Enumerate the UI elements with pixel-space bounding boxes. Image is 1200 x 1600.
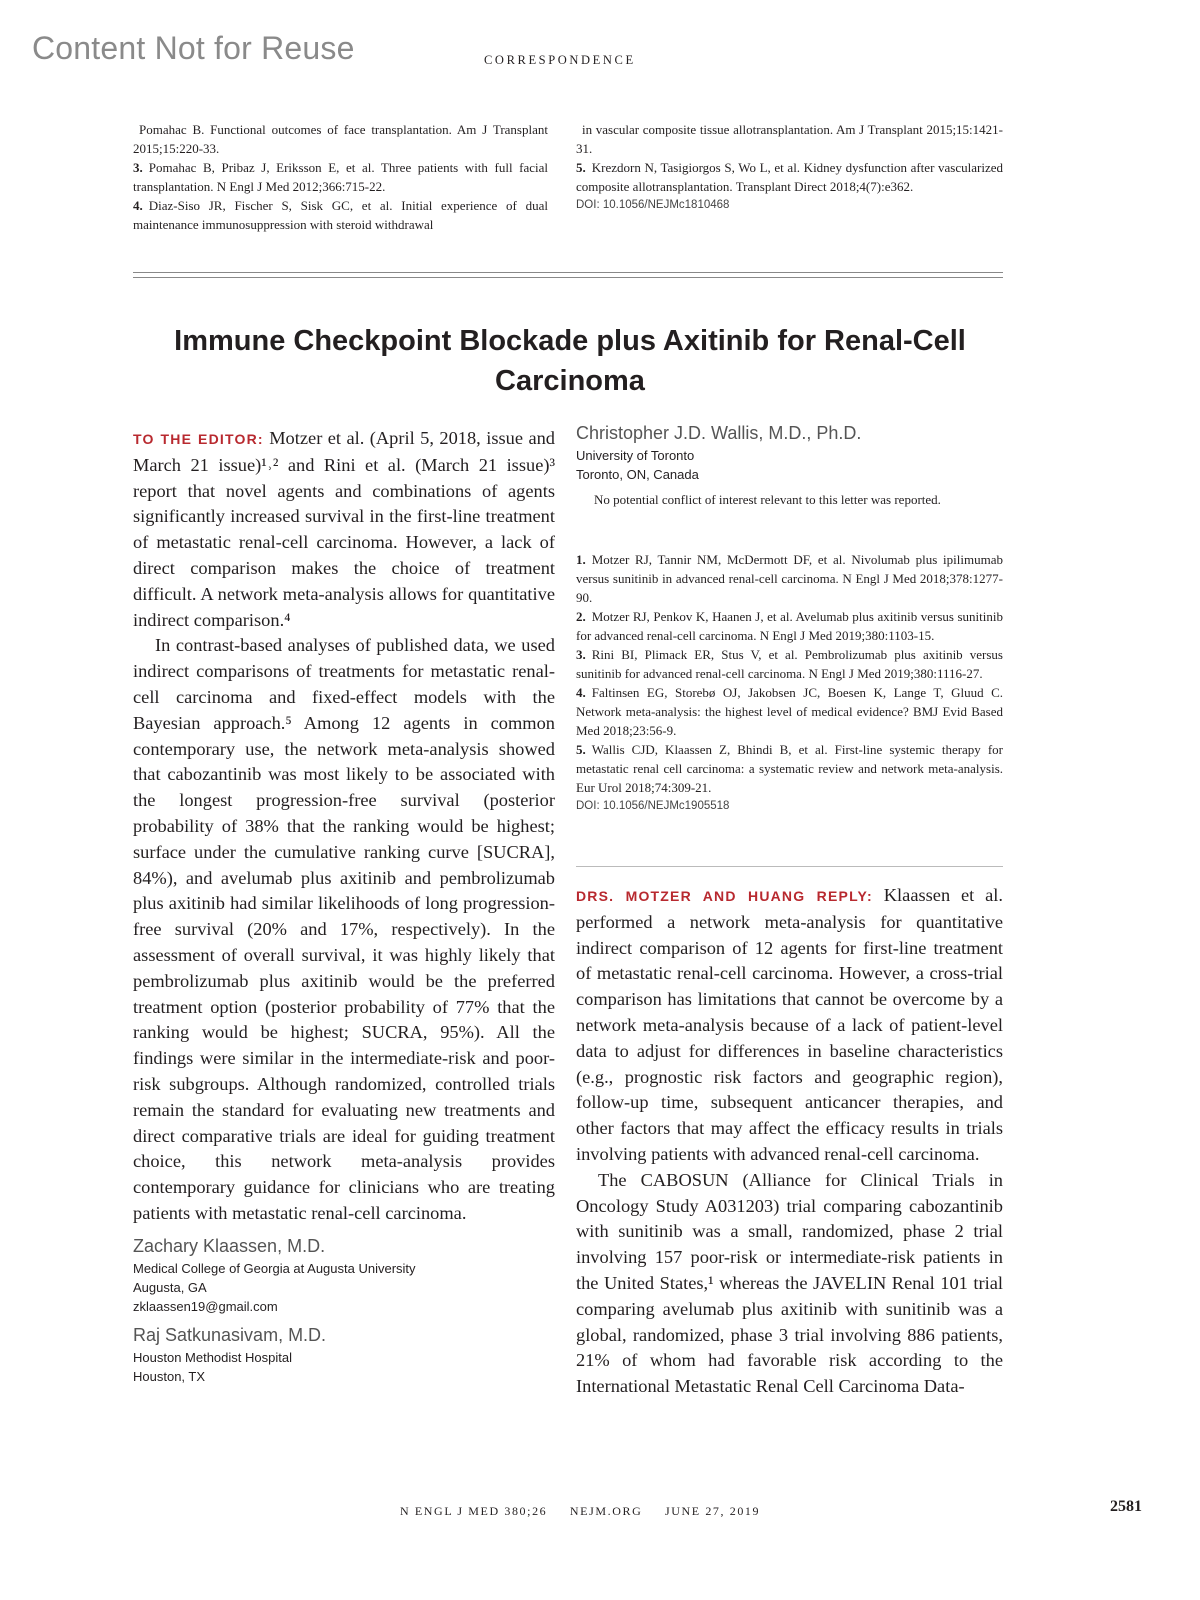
reference-item: 5. Krezdorn N, Tasigiorgos S, Wo L, et al. Kidney dysfunction after vascularized composite allotransplantation. Transplant Direct 2018;4(7):e362. bbox=[576, 160, 1003, 194]
author-affiliation: Houston Methodist Hospital bbox=[133, 1349, 292, 1365]
divider bbox=[133, 277, 1003, 278]
author-name: Zachary Klaassen, M.D. bbox=[133, 1235, 326, 1256]
author-location: Houston, TX bbox=[133, 1368, 206, 1384]
reply-paragraph: The CABOSUN (Alliance for Clinical Trials in Oncology Study A031203) trial comparing cabozantinib with sunitinib was a small, randomized, phase 2 trial involving 157 poor-risk or intermediate-risk patients in the United States,¹ whereas the JAVELIN Renal 101 trial comparing avelumab plus axitinib with sunitinib was a global, randomized, phase 3 trial involving 886 patients, 21% of whom had favorable risk according to the International Metastatic Renal Cell Carcinoma Data- bbox=[576, 1169, 1003, 1397]
author-block-right bbox=[576, 420, 1003, 509]
author-location: Toronto, ON, Canada bbox=[576, 467, 699, 482]
author-email: zklaassen19@gmail.com bbox=[133, 1298, 278, 1314]
divider bbox=[133, 272, 1003, 273]
page-number: 2581 bbox=[1110, 1498, 1142, 1515]
footer-date: JUNE 27, 2019 bbox=[665, 1504, 761, 1518]
footer-site: NEJM.ORG bbox=[569, 1504, 643, 1518]
reference-item: 4. Diaz-Siso JR, Fischer S, Sisk GC, et al. Initial experience of dual maintenance immunosuppression with steroid withdrawal bbox=[133, 198, 548, 232]
conflict-statement: No potential conflict of interest relevant to this letter was reported. bbox=[594, 492, 941, 507]
author-location: Augusta, GA bbox=[133, 1279, 207, 1295]
reference-item: in vascular composite tissue allotransplantation. Am J Transplant 2015;15:1421-31. bbox=[576, 122, 1003, 156]
references bbox=[576, 550, 1003, 816]
previous-references-left bbox=[133, 120, 548, 234]
reference-item: 3. Pomahac B, Pribaz J, Eriksson E, et al. Three patients with full facial transplantation. N Engl J Med 2012;366:715-22. bbox=[133, 160, 548, 194]
letter-paragraph: TO THE EDITOR: Motzer et al. (April 5, 2018, issue and March 21 issue)¹˒² and Rini et al. (March 21 issue)³ report that novel agents and combinations of agents significantly increased survival in the first-line treatment of metastatic renal-cell carcinoma. However, a lack of direct comparison makes the choice of treatment difficult. A network meta-analysis allows for quantitative indirect comparison.⁴ bbox=[133, 428, 555, 630]
author-name: Raj Satkunasivam, M.D. bbox=[133, 1324, 327, 1345]
running-head: CORRESPONDENCE bbox=[484, 53, 636, 67]
doi: DOI: 10.1056/NEJMc1810468 bbox=[576, 199, 730, 211]
reference-item: Pomahac B. Functional outcomes of face transplantation. Am J Transplant 2015;15:220-33. bbox=[133, 122, 548, 156]
letter-column bbox=[133, 426, 555, 1386]
page-footer bbox=[400, 1504, 778, 1519]
reply-kicker: DRS. MOTZER AND HUANG REPLY: bbox=[576, 888, 873, 904]
reference-item: 1. Motzer RJ, Tannir NM, McDermott DF, et al. Nivolumab plus ipilimumab versus sunitinib in advanced renal-cell carcinoma. N Engl J Med 2018;378:1277-90. bbox=[576, 552, 1003, 605]
reference-item: 4. Faltinsen EG, Storebø OJ, Jakobsen JC, Boesen K, Lange T, Gluud C. Network meta-analysis: the highest level of medical evidence? BMJ Evid Based Med 2018;23:56-9. bbox=[576, 685, 1003, 738]
reference-item: 5. Wallis CJD, Klaassen Z, Bhindi B, et al. First-line systemic therapy for metastatic renal cell carcinoma: a systematic review and network meta-analysis. Eur Urol 2018;74:309-21. bbox=[576, 742, 1003, 795]
reply-column bbox=[576, 883, 1003, 1400]
previous-references-right bbox=[576, 120, 1003, 215]
letter-paragraph: In contrast-based analyses of published data, we used indirect comparisons of treatments for metastatic renal-cell carcinoma and fixed-effect models with the Bayesian approach.⁵ Among 12 agents in common contemporary use, the network meta-analysis showed that cabozantinib was most likely to be associated with the longest progression-free survival (posterior probability of 38% that the ranking would be highest; surface under the cumulative ranking curve [SUCRA], 84%), and avelumab plus axitinib and pembrolizumab plus axitinib had similar likelihoods of long progression-free survival (20% and 17%, respectively). In the assessment of overall survival, it was highly likely that pembrolizumab plus axitinib would be the preferred treatment option (posterior probability of 77% that the ranking would be highest; SUCRA, 95%). All the findings were similar in the intermediate-risk and poor-risk subgroups. Although randomized, controlled trials remain the standard for evaluating new treatments and direct comparative trials are ideal for guiding treatment choice, this network meta-analysis provides contemporary guidance for clinicians who are treating patients with metastatic renal-cell carcinoma. bbox=[133, 635, 555, 1223]
article-title: Immune Checkpoint Blockade plus Axitinib for Renal-Cell Carcinoma bbox=[174, 325, 966, 398]
watermark: Content Not for Reuse bbox=[32, 30, 355, 66]
author-affiliation: Medical College of Georgia at Augusta University bbox=[133, 1260, 416, 1276]
letter-kicker: TO THE EDITOR: bbox=[133, 431, 264, 447]
author-affiliation: University of Toronto bbox=[576, 448, 695, 463]
author-name: Christopher J.D. Wallis, M.D., Ph.D. bbox=[576, 423, 862, 443]
reply-paragraph: DRS. MOTZER AND HUANG REPLY: Klaassen et al. performed a network meta-analysis for quantitative indirect comparison of 12 agents for first-line treatment of metastatic renal-cell carcinoma. However, a cross-trial comparison has limitations that cannot be overcome by a network meta-analysis because of a lack of patient-level data to adjust for differences in baseline characteristics (e.g., prognostic risk factors and geographic region), follow-up time, subsequent anticancer therapies, and other factors that may affect the efficacy results in trials involving patients with advanced renal-cell carcinoma. bbox=[576, 885, 1003, 1164]
footer-journal: N ENGL J MED 380;26 bbox=[400, 1504, 548, 1518]
doi: DOI: 10.1056/NEJMc1905518 bbox=[576, 800, 730, 812]
reference-item: 3. Rini BI, Plimack ER, Stus V, et al. Pembrolizumab plus axitinib versus sunitinib for advanced renal-cell carcinoma. N Engl J Med 2019;380:1116-27. bbox=[576, 647, 1003, 681]
reference-item: 2. Motzer RJ, Penkov K, Haanen J, et al. Avelumab plus axitinib versus sunitinib for advanced renal-cell carcinoma. N Engl J Med 2019;380:1103-15. bbox=[576, 609, 1003, 643]
divider bbox=[576, 866, 1003, 867]
